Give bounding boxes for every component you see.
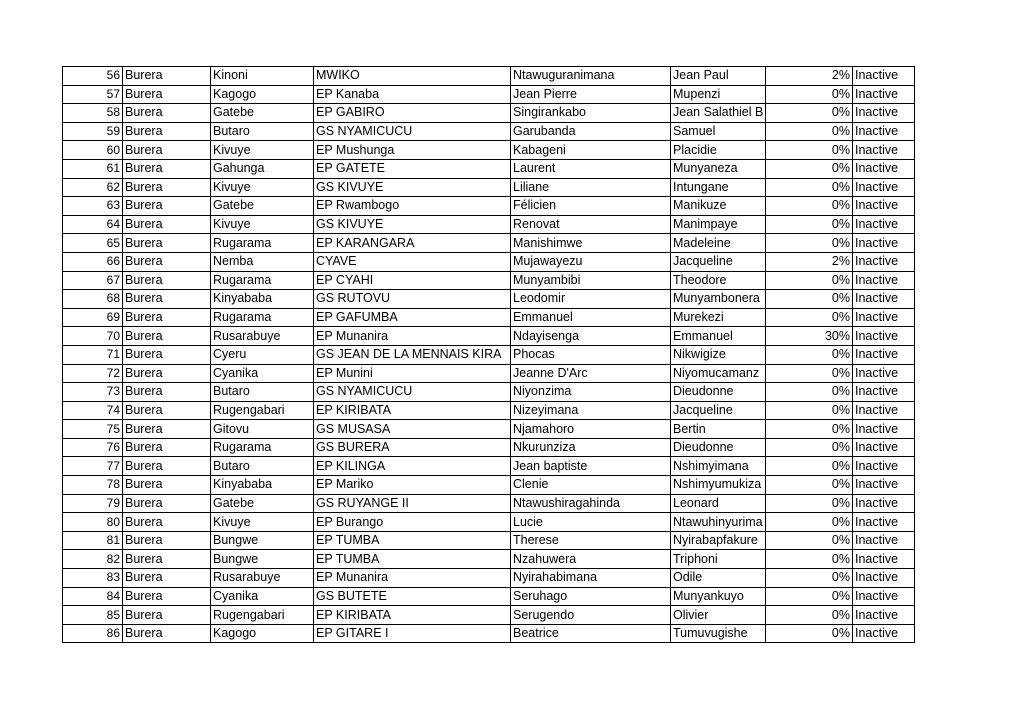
status-cell: Inactive (853, 271, 915, 290)
first-name-cell: Nikwigize (671, 345, 766, 364)
sector-cell: Butaro (211, 457, 314, 476)
sector-cell: Rugarama (211, 438, 314, 457)
percentage-cell: 30% (766, 327, 853, 346)
sector-cell: Butaro (211, 122, 314, 141)
status-cell: Inactive (853, 494, 915, 513)
district-cell: Burera (123, 290, 211, 309)
last-name-cell: Liliane (511, 178, 671, 197)
table-row (63, 252, 915, 271)
school-cell: EP KILINGA (314, 457, 511, 476)
last-name-cell: Njamahoro (511, 420, 671, 439)
table-row (63, 178, 915, 197)
sector-cell: Kivuye (211, 215, 314, 234)
percentage-cell: 0% (766, 457, 853, 476)
last-name-cell: Nyirahabimana (511, 569, 671, 588)
percentage-cell: 0% (766, 271, 853, 290)
table-row (63, 122, 915, 141)
first-name-cell: Jacqueline (671, 401, 766, 420)
first-name-cell: Odile (671, 569, 766, 588)
district-cell: Burera (123, 308, 211, 327)
last-name-cell: Leodomir (511, 290, 671, 309)
percentage-cell: 2% (766, 67, 853, 86)
row-number-cell: 75 (63, 420, 123, 439)
first-name-cell: Samuel (671, 122, 766, 141)
status-cell: Inactive (853, 85, 915, 104)
table-row (63, 438, 915, 457)
first-name-cell: Bertin (671, 420, 766, 439)
sector-cell: Rugarama (211, 308, 314, 327)
last-name-cell: Renovat (511, 215, 671, 234)
school-cell: EP KARANGARA (314, 234, 511, 253)
first-name-cell: Tumuvugishe (671, 624, 766, 643)
table-row (63, 159, 915, 178)
last-name-cell: Beatrice (511, 624, 671, 643)
school-cell: GS KIVUYE (314, 178, 511, 197)
first-name-cell: Intungane (671, 178, 766, 197)
row-number-cell: 57 (63, 85, 123, 104)
sector-cell: Gitovu (211, 420, 314, 439)
last-name-cell: Nkurunziza (511, 438, 671, 457)
last-name-cell: Jean Pierre (511, 85, 671, 104)
school-cell: GS MUSASA (314, 420, 511, 439)
status-cell: Inactive (853, 569, 915, 588)
row-number-cell: 64 (63, 215, 123, 234)
first-name-cell: Theodore (671, 271, 766, 290)
last-name-cell: Serugendo (511, 606, 671, 625)
last-name-cell: Mujawayezu (511, 252, 671, 271)
table-row (63, 364, 915, 383)
sector-cell: Kinyababa (211, 476, 314, 495)
table-row (63, 587, 915, 606)
school-cell: MWIKO (314, 67, 511, 86)
first-name-cell: Manikuze (671, 197, 766, 216)
school-cell: EP TUMBA (314, 550, 511, 569)
spreadsheet-page (62, 66, 914, 643)
district-cell: Burera (123, 271, 211, 290)
district-cell: Burera (123, 234, 211, 253)
percentage-cell: 0% (766, 420, 853, 439)
status-cell: Inactive (853, 457, 915, 476)
district-cell: Burera (123, 476, 211, 495)
last-name-cell: Ndayisenga (511, 327, 671, 346)
district-cell: Burera (123, 67, 211, 86)
last-name-cell: Ntawuguranimana (511, 67, 671, 86)
sector-cell: Cyanika (211, 587, 314, 606)
district-cell: Burera (123, 494, 211, 513)
last-name-cell: Seruhago (511, 587, 671, 606)
table-row (63, 420, 915, 439)
percentage-cell: 0% (766, 569, 853, 588)
percentage-cell: 0% (766, 401, 853, 420)
sector-cell: Kagogo (211, 85, 314, 104)
status-cell: Inactive (853, 104, 915, 123)
last-name-cell: Phocas (511, 345, 671, 364)
last-name-cell: Laurent (511, 159, 671, 178)
sector-cell: Rusarabuye (211, 569, 314, 588)
row-number-cell: 79 (63, 494, 123, 513)
percentage-cell: 0% (766, 308, 853, 327)
row-number-cell: 85 (63, 606, 123, 625)
table-row (63, 401, 915, 420)
status-cell: Inactive (853, 513, 915, 532)
row-number-cell: 76 (63, 438, 123, 457)
percentage-cell: 0% (766, 141, 853, 160)
school-cell: EP Rwambogo (314, 197, 511, 216)
table-row (63, 494, 915, 513)
status-cell: Inactive (853, 67, 915, 86)
first-name-cell: Niyomucamanz (671, 364, 766, 383)
last-name-cell: Nzahuwera (511, 550, 671, 569)
district-cell: Burera (123, 104, 211, 123)
row-number-cell: 65 (63, 234, 123, 253)
row-number-cell: 82 (63, 550, 123, 569)
row-number-cell: 71 (63, 345, 123, 364)
district-cell: Burera (123, 252, 211, 271)
district-cell: Burera (123, 438, 211, 457)
sector-cell: Kivuye (211, 178, 314, 197)
row-number-cell: 70 (63, 327, 123, 346)
percentage-cell: 0% (766, 159, 853, 178)
status-cell: Inactive (853, 401, 915, 420)
table-row (63, 476, 915, 495)
school-cell: GS NYAMICUCU (314, 122, 511, 141)
status-cell: Inactive (853, 308, 915, 327)
school-cell: GS RUYANGE II (314, 494, 511, 513)
row-number-cell: 62 (63, 178, 123, 197)
table-body (63, 67, 915, 643)
first-name-cell: Jean Salathiel B (671, 104, 766, 123)
last-name-cell: Nizeyimana (511, 401, 671, 420)
table-row (63, 513, 915, 532)
status-cell: Inactive (853, 531, 915, 550)
first-name-cell: Nshimyimana (671, 457, 766, 476)
status-cell: Inactive (853, 345, 915, 364)
district-cell: Burera (123, 401, 211, 420)
school-cell: EP Burango (314, 513, 511, 532)
sector-cell: Gatebe (211, 104, 314, 123)
district-cell: Burera (123, 327, 211, 346)
table-row (63, 624, 915, 643)
status-cell: Inactive (853, 438, 915, 457)
district-cell: Burera (123, 141, 211, 160)
district-cell: Burera (123, 457, 211, 476)
last-name-cell: Niyonzima (511, 383, 671, 402)
table-row (63, 383, 915, 402)
status-cell: Inactive (853, 290, 915, 309)
sector-cell: Kivuye (211, 141, 314, 160)
percentage-cell: 0% (766, 550, 853, 569)
school-cell: GS BURERA (314, 438, 511, 457)
last-name-cell: Jeanne D'Arc (511, 364, 671, 383)
first-name-cell: Emmanuel (671, 327, 766, 346)
first-name-cell: Nyirabapfakure (671, 531, 766, 550)
first-name-cell: Ntawuhinyurima (671, 513, 766, 532)
table-row (63, 104, 915, 123)
school-cell: EP CYAHI (314, 271, 511, 290)
first-name-cell: Nshimyumukiza (671, 476, 766, 495)
table-row (63, 290, 915, 309)
row-number-cell: 72 (63, 364, 123, 383)
percentage-cell: 0% (766, 178, 853, 197)
percentage-cell: 0% (766, 494, 853, 513)
percentage-cell: 0% (766, 364, 853, 383)
status-cell: Inactive (853, 141, 915, 160)
row-number-cell: 67 (63, 271, 123, 290)
data-table (62, 66, 915, 643)
percentage-cell: 0% (766, 531, 853, 550)
status-cell: Inactive (853, 122, 915, 141)
school-cell: EP TUMBA (314, 531, 511, 550)
row-number-cell: 69 (63, 308, 123, 327)
last-name-cell: Garubanda (511, 122, 671, 141)
row-number-cell: 80 (63, 513, 123, 532)
percentage-cell: 2% (766, 252, 853, 271)
table-row (63, 606, 915, 625)
table-row (63, 457, 915, 476)
percentage-cell: 0% (766, 290, 853, 309)
percentage-cell: 0% (766, 383, 853, 402)
percentage-cell: 0% (766, 587, 853, 606)
district-cell: Burera (123, 531, 211, 550)
district-cell: Burera (123, 85, 211, 104)
table-row (63, 141, 915, 160)
district-cell: Burera (123, 513, 211, 532)
sector-cell: Gatebe (211, 494, 314, 513)
status-cell: Inactive (853, 550, 915, 569)
percentage-cell: 0% (766, 104, 853, 123)
first-name-cell: Munyaneza (671, 159, 766, 178)
sector-cell: Rugengabari (211, 401, 314, 420)
first-name-cell: Murekezi (671, 308, 766, 327)
last-name-cell: Emmanuel (511, 308, 671, 327)
school-cell: EP Mushunga (314, 141, 511, 160)
sector-cell: Gatebe (211, 197, 314, 216)
percentage-cell: 0% (766, 476, 853, 495)
sector-cell: Kinoni (211, 67, 314, 86)
district-cell: Burera (123, 197, 211, 216)
status-cell: Inactive (853, 420, 915, 439)
sector-cell: Butaro (211, 383, 314, 402)
district-cell: Burera (123, 420, 211, 439)
school-cell: EP Munanira (314, 569, 511, 588)
first-name-cell: Leonard (671, 494, 766, 513)
school-cell: GS RUTOVU (314, 290, 511, 309)
sector-cell: Rugarama (211, 234, 314, 253)
school-cell: EP KIRIBATA (314, 606, 511, 625)
district-cell: Burera (123, 550, 211, 569)
first-name-cell: Jean Paul (671, 67, 766, 86)
first-name-cell: Madeleine (671, 234, 766, 253)
status-cell: Inactive (853, 178, 915, 197)
district-cell: Burera (123, 624, 211, 643)
sector-cell: Rusarabuye (211, 327, 314, 346)
status-cell: Inactive (853, 364, 915, 383)
percentage-cell: 0% (766, 606, 853, 625)
table-row (63, 550, 915, 569)
row-number-cell: 81 (63, 531, 123, 550)
last-name-cell: Therese (511, 531, 671, 550)
percentage-cell: 0% (766, 197, 853, 216)
first-name-cell: Dieudonne (671, 383, 766, 402)
row-number-cell: 60 (63, 141, 123, 160)
row-number-cell: 77 (63, 457, 123, 476)
sector-cell: Cyeru (211, 345, 314, 364)
status-cell: Inactive (853, 234, 915, 253)
school-cell: EP GAFUMBA (314, 308, 511, 327)
first-name-cell: Manimpaye (671, 215, 766, 234)
last-name-cell: Clenie (511, 476, 671, 495)
row-number-cell: 73 (63, 383, 123, 402)
first-name-cell: Munyambonera (671, 290, 766, 309)
row-number-cell: 78 (63, 476, 123, 495)
school-cell: GS BUTETE (314, 587, 511, 606)
sector-cell: Rugarama (211, 271, 314, 290)
first-name-cell: Munyankuyo (671, 587, 766, 606)
percentage-cell: 0% (766, 624, 853, 643)
sector-cell: Rugengabari (211, 606, 314, 625)
status-cell: Inactive (853, 476, 915, 495)
school-cell: CYAVE (314, 252, 511, 271)
table-row (63, 327, 915, 346)
percentage-cell: 0% (766, 122, 853, 141)
status-cell: Inactive (853, 159, 915, 178)
last-name-cell: Jean baptiste (511, 457, 671, 476)
sector-cell: Kagogo (211, 624, 314, 643)
school-cell: EP GITARE I (314, 624, 511, 643)
last-name-cell: Manishimwe (511, 234, 671, 253)
sector-cell: Kivuye (211, 513, 314, 532)
district-cell: Burera (123, 587, 211, 606)
district-cell: Burera (123, 345, 211, 364)
table-row (63, 234, 915, 253)
table-row (63, 271, 915, 290)
first-name-cell: Jacqueline (671, 252, 766, 271)
table-row (63, 85, 915, 104)
percentage-cell: 0% (766, 234, 853, 253)
table-row (63, 531, 915, 550)
sector-cell: Kinyababa (211, 290, 314, 309)
district-cell: Burera (123, 364, 211, 383)
first-name-cell: Mupenzi (671, 85, 766, 104)
district-cell: Burera (123, 569, 211, 588)
table-row (63, 308, 915, 327)
row-number-cell: 63 (63, 197, 123, 216)
row-number-cell: 58 (63, 104, 123, 123)
row-number-cell: 68 (63, 290, 123, 309)
row-number-cell: 56 (63, 67, 123, 86)
school-cell: EP Mariko (314, 476, 511, 495)
percentage-cell: 0% (766, 513, 853, 532)
last-name-cell: Munyambibi (511, 271, 671, 290)
district-cell: Burera (123, 215, 211, 234)
school-cell: GS JEAN DE LA MENNAIS KIRA (314, 345, 511, 364)
table-row (63, 345, 915, 364)
last-name-cell: Kabageni (511, 141, 671, 160)
table-row (63, 215, 915, 234)
first-name-cell: Dieudonne (671, 438, 766, 457)
percentage-cell: 0% (766, 215, 853, 234)
row-number-cell: 83 (63, 569, 123, 588)
row-number-cell: 86 (63, 624, 123, 643)
percentage-cell: 0% (766, 345, 853, 364)
school-cell: EP GABIRO (314, 104, 511, 123)
table-row (63, 67, 915, 86)
last-name-cell: Félicien (511, 197, 671, 216)
table-row (63, 197, 915, 216)
first-name-cell: Triphoni (671, 550, 766, 569)
status-cell: Inactive (853, 215, 915, 234)
row-number-cell: 61 (63, 159, 123, 178)
school-cell: EP GATETE (314, 159, 511, 178)
percentage-cell: 0% (766, 438, 853, 457)
percentage-cell: 0% (766, 85, 853, 104)
school-cell: GS NYAMICUCU (314, 383, 511, 402)
last-name-cell: Lucie (511, 513, 671, 532)
sector-cell: Bungwe (211, 550, 314, 569)
status-cell: Inactive (853, 624, 915, 643)
district-cell: Burera (123, 122, 211, 141)
table-row (63, 569, 915, 588)
district-cell: Burera (123, 178, 211, 197)
sector-cell: Cyanika (211, 364, 314, 383)
row-number-cell: 59 (63, 122, 123, 141)
school-cell: EP Munini (314, 364, 511, 383)
status-cell: Inactive (853, 327, 915, 346)
status-cell: Inactive (853, 606, 915, 625)
last-name-cell: Singirankabo (511, 104, 671, 123)
district-cell: Burera (123, 606, 211, 625)
row-number-cell: 66 (63, 252, 123, 271)
district-cell: Burera (123, 159, 211, 178)
sector-cell: Nemba (211, 252, 314, 271)
row-number-cell: 74 (63, 401, 123, 420)
school-cell: EP Kanaba (314, 85, 511, 104)
last-name-cell: Ntawushiragahinda (511, 494, 671, 513)
school-cell: EP Munanira (314, 327, 511, 346)
first-name-cell: Olivier (671, 606, 766, 625)
status-cell: Inactive (853, 252, 915, 271)
status-cell: Inactive (853, 383, 915, 402)
school-cell: EP KIRIBATA (314, 401, 511, 420)
district-cell: Burera (123, 383, 211, 402)
status-cell: Inactive (853, 587, 915, 606)
status-cell: Inactive (853, 197, 915, 216)
row-number-cell: 84 (63, 587, 123, 606)
sector-cell: Gahunga (211, 159, 314, 178)
sector-cell: Bungwe (211, 531, 314, 550)
first-name-cell: Placidie (671, 141, 766, 160)
school-cell: GS KIVUYE (314, 215, 511, 234)
